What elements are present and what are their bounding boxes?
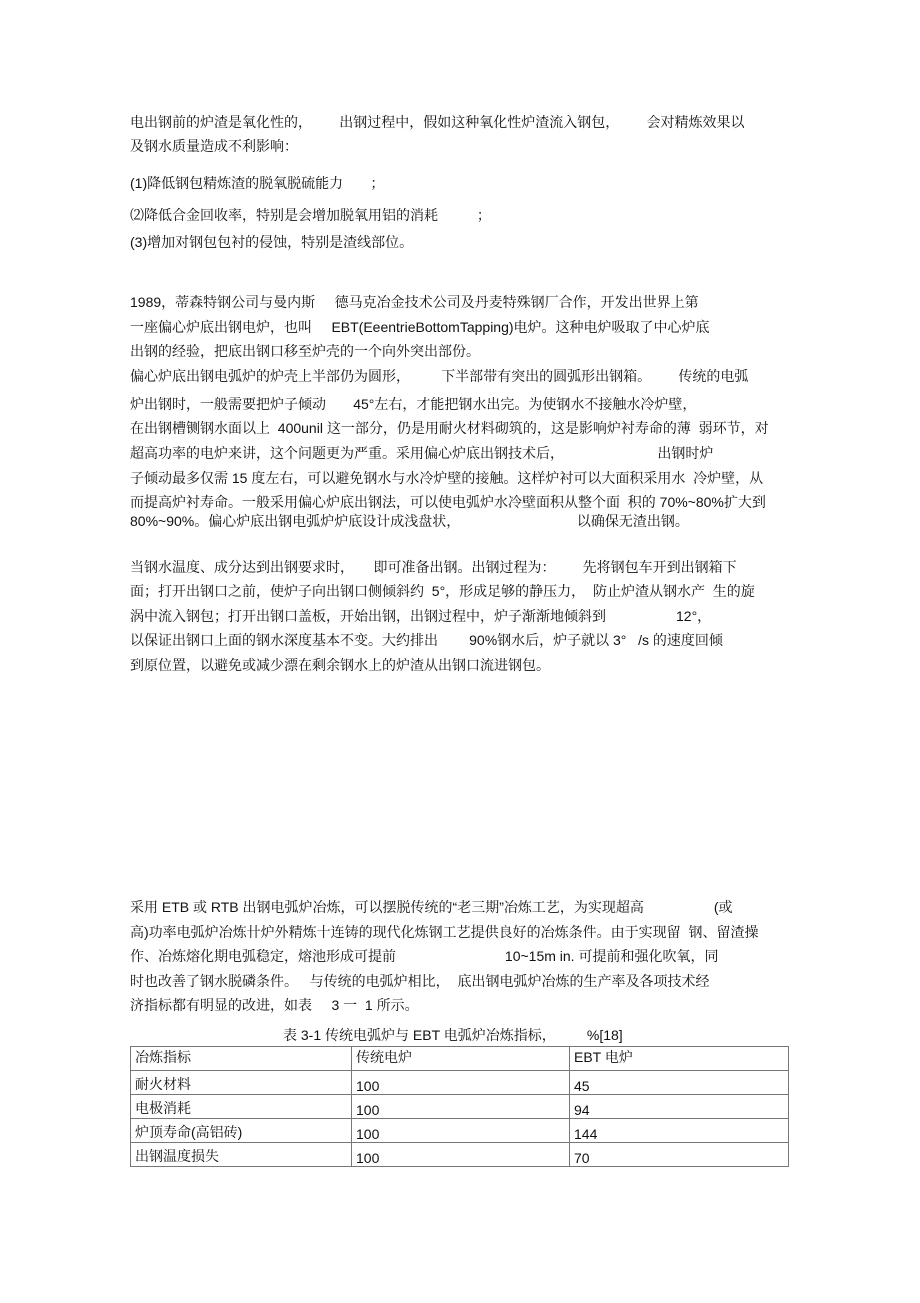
text-line: 一座偏心炉底出钢电炉，也叫 EBT(EeentrieBottomTapping)电炉。这种电炉吸取了中心炉底 [130, 319, 710, 335]
list-item: (1)降低钢包精炼渣的脱氧脱硫能力 ； [130, 175, 385, 191]
table-cell: 70 [570, 1143, 789, 1167]
table-header-row [131, 1047, 789, 1071]
table-row [131, 1143, 789, 1167]
table-cell: 100 [352, 1095, 570, 1119]
text-line: 到原位置，以避免或减少漂在剩余钢水上的炉渣从出钢口流进钢包。 [130, 657, 550, 673]
text-line: 炉出钢时，一般需要把炉子倾动 45°左右，才能把钢水出完。为使钢水不接触水冷炉壁， [130, 396, 697, 412]
table-cell: 耐火材料 [131, 1071, 352, 1095]
text-line: 采用 ETB 或 RTB 出钢电弧炉冶炼，可以摆脱传统的“老三期”冶炼工艺，为实现超高 (或 [130, 899, 733, 915]
text-line: 当钢水温度、成分达到出钢要求时， 即可准备出钢。出钢过程为： 先将钢包车开到出钢箱下 [130, 559, 737, 575]
table-caption: 表 3-1 传统电弧炉与 EBT 电弧炉冶炼指标， %[18] [283, 1027, 623, 1043]
text-line: 作、冶炼熔化期电弧稳定，熔池形成可提前 10~15m in. 可提前和强化吹氧，同 [130, 948, 719, 964]
table-row [131, 1095, 789, 1119]
table-cell: 100 [352, 1143, 570, 1167]
text-line: 以保证出钢口上面的钢水深度基本不变。大约排出 90%钢水后，炉子就以 3° /s 的速度回倾 [130, 632, 723, 648]
table-cell: 94 [570, 1095, 789, 1119]
text-line: 出钢的经验，把底出钢口移至炉壳的一个向外突出部份。 [130, 343, 480, 359]
text-line: 1989，蒂森特钢公司与曼内斯 德马克冶金技术公司及丹麦特殊钢厂合作，开发出世界上第 [130, 294, 699, 310]
list-item: (3)增加对钢包包衬的侵蚀，特别是渣线部位。 [130, 234, 414, 250]
text-line: 高)功率电弧炉冶炼卄炉外精炼十连铸的现代化炼钢工艺提供良好的冶炼条件。由于实现留 钢、留渣操 [130, 924, 759, 940]
table-cell: 出钢温度损失 [131, 1143, 352, 1167]
table-cell: 45 [570, 1071, 789, 1095]
table-row [131, 1071, 789, 1095]
text-line: 80%~90%。偏心炉底出钢电弧炉炉底设计成浅盘状， 以确保无渣出钢。 [130, 513, 689, 529]
text-line: 在出钢槽铡钢水面以上 400unil 这一部分，仍是用耐火材料砌筑的，这是影响炉衬寿命的薄 弱环节，对 [130, 420, 769, 436]
table-cell: 电极消耗 [131, 1095, 352, 1119]
header-cell: 冶炼指标 [131, 1047, 352, 1071]
text-line: 及钢水质量造成不利影响： [130, 138, 298, 154]
table-cell: 144 [570, 1119, 789, 1143]
text-line: 济指标都有明显的改进，如表 3 一 1 所示。 [130, 997, 419, 1013]
table-cell: 炉顶寿命(高铝砖) [131, 1119, 352, 1143]
text-line: 超高功率的电炉来讲，这个问题更为严重。采用偏心炉底出钢技术后， 出钢时炉 [130, 445, 714, 461]
text-line: 电出钢前的炉渣是氧化性的， 出钢过程中，假如这种氧化性炉渣流入钢包， 会对精炼效果以 [130, 114, 745, 130]
header-cell: EBT 电炉 [570, 1047, 789, 1071]
text-line: 时也改善了钢水脱磷条件。 与传统的电弧炉相比， 底出钢电弧炉冶炼的生产率及各项技术经 [130, 973, 710, 989]
comparison-table [130, 1046, 789, 1167]
text-line: 子倾动最多仅需 15 度左右，可以避免钢水与水冷炉壁的接触。这样炉衬可以大面积采用水 冷炉壁，从 [130, 470, 764, 486]
table-cell: 100 [352, 1119, 570, 1143]
text-line: 偏心炉底出钢电弧炉的炉壳上半部仍为圆形， 下半部带有突出的圆弧形出钢箱。 传统的电弧 [130, 368, 749, 384]
header-cell: 传统电炉 [352, 1047, 570, 1071]
text-line: 涡中流入钢包；打开出钢口盖板，开始出钢，出钢过程中，炉子渐渐地倾斜到 12°， [130, 608, 712, 624]
table-cell: 100 [352, 1071, 570, 1095]
table-row [131, 1119, 789, 1143]
list-item: ⑵降低合金回收率，特别是会增加脱氧用铝的消耗 ； [130, 207, 491, 223]
text-line: 面；打开出钢口之前，使炉子向出钢口侧倾斜约 5°，形成足够的静压力， 防止炉渣从钢水产 生的旋 [130, 583, 755, 599]
text-line: 而提高炉衬寿命。一般采用偏心炉底出钢法，可以使电弧炉水冷壁面积从整个面 积的 70%~80%扩大到 [130, 494, 766, 510]
